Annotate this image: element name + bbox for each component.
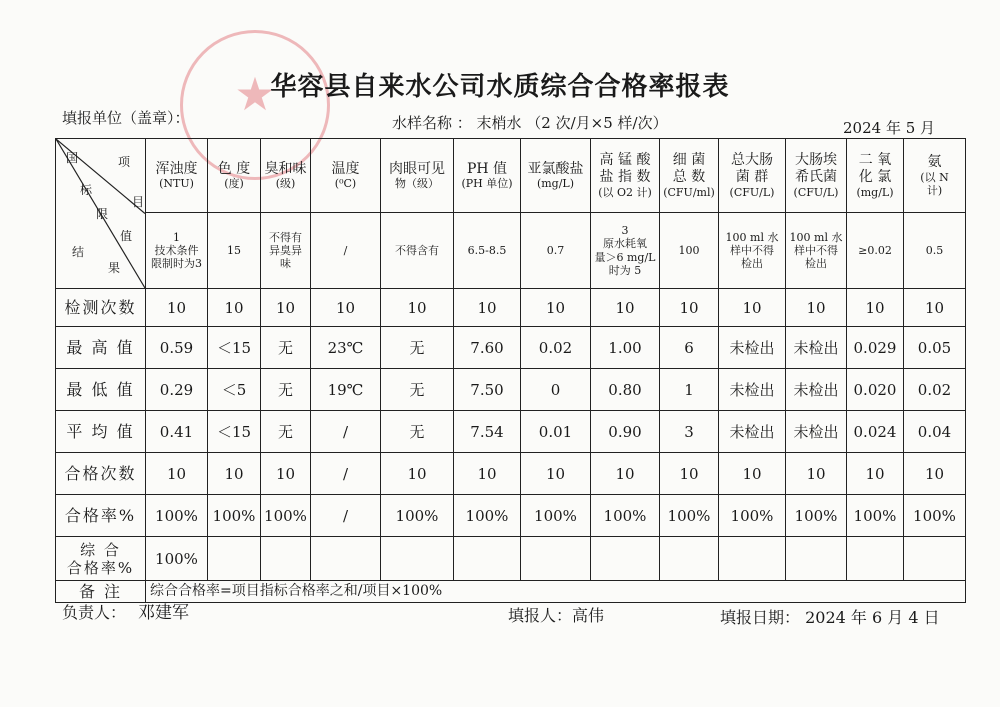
- column-name: 总大肠 菌 群: [731, 152, 773, 185]
- table-cell: 无: [261, 327, 311, 369]
- empty-cell: [381, 537, 454, 581]
- table-cell: 0.80: [591, 369, 660, 411]
- corner-text-jie: 结: [72, 245, 85, 259]
- table-cell: 7.50: [454, 369, 521, 411]
- table-cell: 100%: [208, 495, 261, 537]
- table-cell: 7.54: [454, 411, 521, 453]
- table-cell: 10: [146, 453, 208, 495]
- table-cell: 0: [521, 369, 591, 411]
- table-cell: 10: [381, 453, 454, 495]
- table-cell: 10: [521, 289, 591, 327]
- empty-cell: [904, 537, 966, 581]
- standard-limit-cell: 0.7: [521, 213, 591, 289]
- table-cell: 10: [786, 289, 847, 327]
- table-cell: 无: [381, 327, 454, 369]
- table-cell: 10: [261, 453, 311, 495]
- column-header: [786, 139, 847, 213]
- column-name: 高 锰 酸 盐 指 数: [599, 152, 651, 185]
- table-cell: 10: [591, 289, 660, 327]
- column-name: 二 氧 化 氯: [858, 152, 892, 185]
- table-cell: 3: [660, 411, 719, 453]
- empty-cell: [786, 537, 847, 581]
- standard-limit-cell: 1 技术条件 限制时为3: [146, 213, 208, 289]
- table-cell: 100%: [904, 495, 966, 537]
- column-name: 温度: [331, 160, 360, 177]
- table-cell: 7.60: [454, 327, 521, 369]
- table-cell: 10: [847, 453, 904, 495]
- table-cell: 10: [521, 453, 591, 495]
- column-header: [311, 139, 381, 213]
- empty-cell: [208, 537, 261, 581]
- column-header: [381, 139, 454, 213]
- column-unit: (以 N 计): [920, 170, 949, 197]
- column-name: 细 菌 总 数: [672, 152, 706, 185]
- table-cell: ＜5: [208, 369, 261, 411]
- corner-text-xian: 限: [96, 207, 109, 221]
- table-row: [56, 369, 966, 411]
- table-cell: 10: [904, 453, 966, 495]
- table-cell: 1.00: [591, 327, 660, 369]
- standard-limit-cell: 100: [660, 213, 719, 289]
- empty-cell: [660, 537, 719, 581]
- table-cell: 100%: [847, 495, 904, 537]
- table-cell: 无: [261, 369, 311, 411]
- table-cell: 100%: [786, 495, 847, 537]
- table-cell: 未检出: [719, 327, 786, 369]
- column-unit: (⁰C): [334, 177, 357, 191]
- filler-name: 填报人：高伟: [508, 606, 605, 625]
- table-cell: 10: [146, 289, 208, 327]
- column-header: [208, 139, 261, 213]
- sample-name: 水样名称 ： 末梢水 （2 次/月×5 样/次）: [392, 114, 668, 132]
- empty-cell: [591, 537, 660, 581]
- remark-label: 备 注: [56, 581, 146, 603]
- table-cell: 未检出: [786, 369, 847, 411]
- row-label: 最 低 值: [56, 369, 146, 411]
- report-period: 2024 年 5 月: [843, 119, 936, 137]
- stamp-star-icon: ★: [234, 67, 276, 121]
- table-cell: 0.05: [904, 327, 966, 369]
- table-cell: 23℃: [311, 327, 381, 369]
- empty-cell: [261, 537, 311, 581]
- column-unit: 物（级）: [395, 177, 439, 191]
- overall-rate-row: [56, 537, 966, 581]
- table-cell: 0.029: [847, 327, 904, 369]
- column-header: [719, 139, 786, 213]
- empty-cell: [719, 537, 786, 581]
- table-cell: 10: [261, 289, 311, 327]
- column-header: [521, 139, 591, 213]
- column-name: PH 值: [466, 160, 508, 177]
- table-cell: 100%: [454, 495, 521, 537]
- row-label: 合格率%: [56, 495, 146, 537]
- empty-cell: [454, 537, 521, 581]
- table-cell: 0.90: [591, 411, 660, 453]
- corner-text-guo2: 果: [108, 261, 121, 275]
- table-cell: 0.024: [847, 411, 904, 453]
- table-cell: 0.04: [904, 411, 966, 453]
- column-header: [660, 139, 719, 213]
- table-cell: 100%: [719, 495, 786, 537]
- table-cell: 未检出: [719, 369, 786, 411]
- table-cell: 0.01: [521, 411, 591, 453]
- column-header: [591, 139, 660, 213]
- standard-limit-cell: 不得有 异臭异 味: [261, 213, 311, 289]
- overall-rate-label: 综 合 合格率%: [56, 537, 146, 581]
- corner-text-zhi: 值: [120, 229, 133, 243]
- table-cell: 10: [208, 453, 261, 495]
- table-row: [56, 495, 966, 537]
- column-unit: (度): [224, 177, 244, 191]
- column-header: [904, 139, 966, 213]
- column-name: 臭和味: [264, 160, 307, 177]
- column-unit: (mg/L): [536, 177, 575, 191]
- standard-limit-cell: 6.5-8.5: [454, 213, 521, 289]
- column-unit: (级): [275, 177, 296, 191]
- table-cell: 100%: [591, 495, 660, 537]
- column-name: 肉眼可见: [389, 160, 445, 177]
- row-label: 最 高 值: [56, 327, 146, 369]
- table-cell: 10: [719, 289, 786, 327]
- responsible-label: 负责人：: [62, 603, 127, 622]
- column-unit: (mg/L): [856, 185, 894, 199]
- column-unit: (CFU/L): [793, 185, 839, 199]
- table-cell: 100%: [381, 495, 454, 537]
- table-row: [56, 327, 966, 369]
- table-cell: 10: [904, 289, 966, 327]
- standard-limit-cell: 15: [208, 213, 261, 289]
- table-cell: 1: [660, 369, 719, 411]
- standard-limit-cell: 不得含有: [381, 213, 454, 289]
- empty-cell: [311, 537, 381, 581]
- column-name: 氨: [927, 153, 942, 170]
- fill-unit-label: 填报单位（盖章）：: [62, 109, 190, 127]
- column-name: 大肠埃 希氏菌: [795, 152, 837, 185]
- table-cell: 0.02: [521, 327, 591, 369]
- remark-row: [56, 581, 966, 603]
- column-name: 亚氯酸盐: [527, 160, 584, 177]
- water-quality-table: [55, 138, 966, 603]
- standard-limit-cell: 100 ml 水 样中不得 检出: [786, 213, 847, 289]
- column-header: [261, 139, 311, 213]
- column-header: [454, 139, 521, 213]
- table-row: [56, 289, 966, 327]
- column-name: 色 度: [217, 160, 251, 177]
- table-cell: 0.59: [146, 327, 208, 369]
- table-cell: 10: [660, 289, 719, 327]
- column-unit: (CFU/L): [729, 185, 775, 199]
- column-header: [847, 139, 904, 213]
- table-cell: 10: [381, 289, 454, 327]
- standard-limit-cell: 3 原水耗氧 量＞6 mg/L 时为 5: [591, 213, 660, 289]
- row-label: 平 均 值: [56, 411, 146, 453]
- table-cell: 10: [454, 453, 521, 495]
- report-title: 华容县自来水公司水质综合合格率报表: [270, 72, 730, 102]
- table-cell: /: [311, 495, 381, 537]
- header-corner-cell: [56, 139, 146, 289]
- table-cell: /: [311, 411, 381, 453]
- table-cell: ＜15: [208, 411, 261, 453]
- table-cell: 0.29: [146, 369, 208, 411]
- table-cell: 10: [660, 453, 719, 495]
- table-cell: 无: [381, 411, 454, 453]
- column-unit: (NTU): [159, 177, 194, 191]
- table-cell: 无: [261, 411, 311, 453]
- table-cell: 10: [786, 453, 847, 495]
- responsible-signature: 邓建军: [138, 603, 189, 623]
- corner-text-item: 项: [118, 155, 131, 169]
- table-cell: 100%: [261, 495, 311, 537]
- row-label: 合格次数: [56, 453, 146, 495]
- corner-text-biao: 标: [80, 183, 93, 197]
- table-cell: 未检出: [786, 327, 847, 369]
- table-cell: 10: [719, 453, 786, 495]
- remark-text: 综合合格率=项目指标合格率之和/项目×100%: [146, 581, 966, 603]
- column-unit: (以 O2 计): [598, 185, 652, 199]
- empty-cell: [521, 537, 591, 581]
- table-row: [56, 453, 966, 495]
- column-unit: (CFU/ml): [663, 185, 715, 199]
- table-cell: /: [311, 453, 381, 495]
- column-name: 浑浊度: [155, 160, 198, 177]
- table-cell: 100%: [660, 495, 719, 537]
- standard-limit-cell: 0.5: [904, 213, 966, 289]
- table-cell: 6: [660, 327, 719, 369]
- table-row: [56, 411, 966, 453]
- table-cell: 10: [847, 289, 904, 327]
- table-cell: ＜15: [208, 327, 261, 369]
- table-cell: 100%: [146, 495, 208, 537]
- table-cell: 19℃: [311, 369, 381, 411]
- table-cell: 未检出: [719, 411, 786, 453]
- table-cell: 0.020: [847, 369, 904, 411]
- row-label: 检测次数: [56, 289, 146, 327]
- column-unit: (PH 单位): [461, 177, 513, 191]
- overall-rate-value: 100%: [146, 537, 208, 581]
- fill-date: 填报日期： 2024 年 6 月 4 日: [720, 608, 940, 627]
- table-cell: 0.02: [904, 369, 966, 411]
- standard-limit-cell: 100 ml 水 样中不得 检出: [719, 213, 786, 289]
- table-cell: 100%: [521, 495, 591, 537]
- empty-cell: [847, 537, 904, 581]
- column-header: [146, 139, 208, 213]
- table-cell: 10: [454, 289, 521, 327]
- table-cell: 0.41: [146, 411, 208, 453]
- corner-text-item2: 目: [132, 195, 145, 209]
- standard-limit-cell: /: [311, 213, 381, 289]
- table-cell: 10: [591, 453, 660, 495]
- table-cell: 10: [208, 289, 261, 327]
- table-cell: 未检出: [786, 411, 847, 453]
- standard-limit-cell: ≥0.02: [847, 213, 904, 289]
- corner-text-guo: 国: [66, 151, 79, 165]
- table-cell: 10: [311, 289, 381, 327]
- table-cell: 无: [381, 369, 454, 411]
